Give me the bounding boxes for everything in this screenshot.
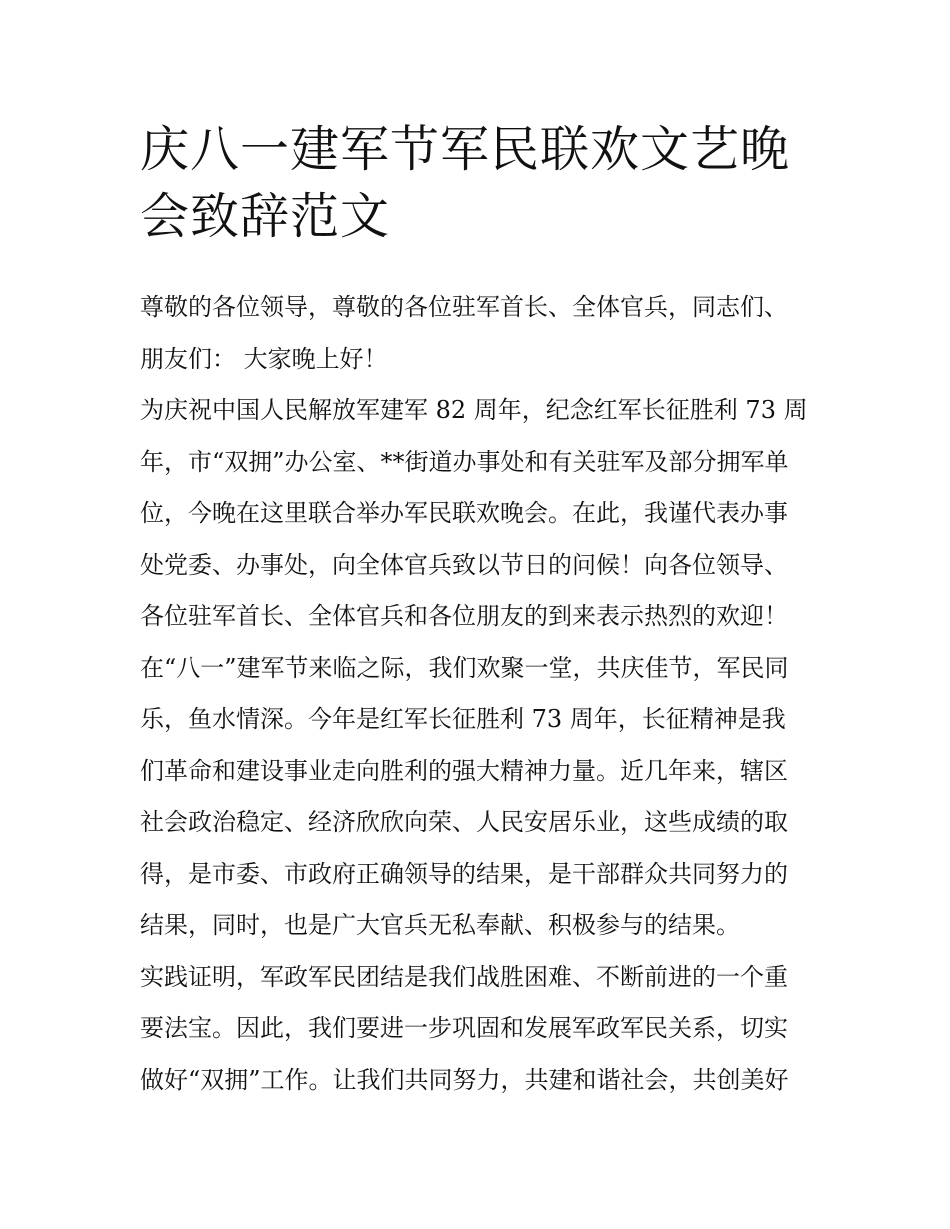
body-line: 为庆祝中国人民解放军建军 82 周年，纪念红军长征胜利 73 周 (140, 396, 808, 424)
body-line: 得，是市委、市政府正确领导的结果，是干部群众共同努力的 (140, 859, 788, 888)
body-line: 位，今晚在这里联合举办军民联欢晚会。在此，我谨代表办事 (140, 499, 788, 527)
body-line: 处党委、办事处，向全体官兵致以节日的问候！向各位领导、 (140, 550, 788, 579)
body-line: 实践证明，军政军民团结是我们战胜困难、不断前进的一个重 (140, 962, 788, 991)
body-line: 各位驻军首长、全体官兵和各位朋友的到来表示热烈的欢迎！ (140, 602, 788, 630)
document-body (140, 282, 830, 1106)
body-line: 年，市“双拥”办公室、**街道办事处和有关驻军及部分拥军单 (140, 447, 789, 476)
title-line: 庆八一建军节军民联欢文艺晚 (140, 121, 791, 178)
body-line: 要法宝。因此，我们要进一步巩固和发展军政军民关系，切实 (140, 1014, 788, 1042)
body-line: 朋友们： 大家晚上好！ (140, 344, 388, 373)
body-line: 社会政治稳定、经济欣欣向荣、人民安居乐业，这些成绩的取 (140, 808, 788, 836)
body-line: 乐，鱼水情深。今年是红军长征胜利 73 周年，长征精神是我 (140, 705, 786, 733)
body-line: 在“八一”建军节来临之际，我们欢聚一堂，共庆佳节，军民同 (140, 653, 789, 682)
document-title (140, 116, 830, 250)
title-line: 会致辞范文 (140, 188, 391, 245)
body-line: 们革命和建设事业走向胜利的强大精神力量。近几年来，辖区 (140, 756, 788, 785)
body-line: 尊敬的各位领导，尊敬的各位驻军首长、全体官兵，同志们、 (140, 293, 788, 321)
body-line: 做好“双拥”工作。让我们共同努力，共建和谐社会，共创美好 (140, 1065, 789, 1094)
body-line: 结果，同时，也是广大官兵无私奉献、积极参与的结果。 (140, 911, 740, 939)
